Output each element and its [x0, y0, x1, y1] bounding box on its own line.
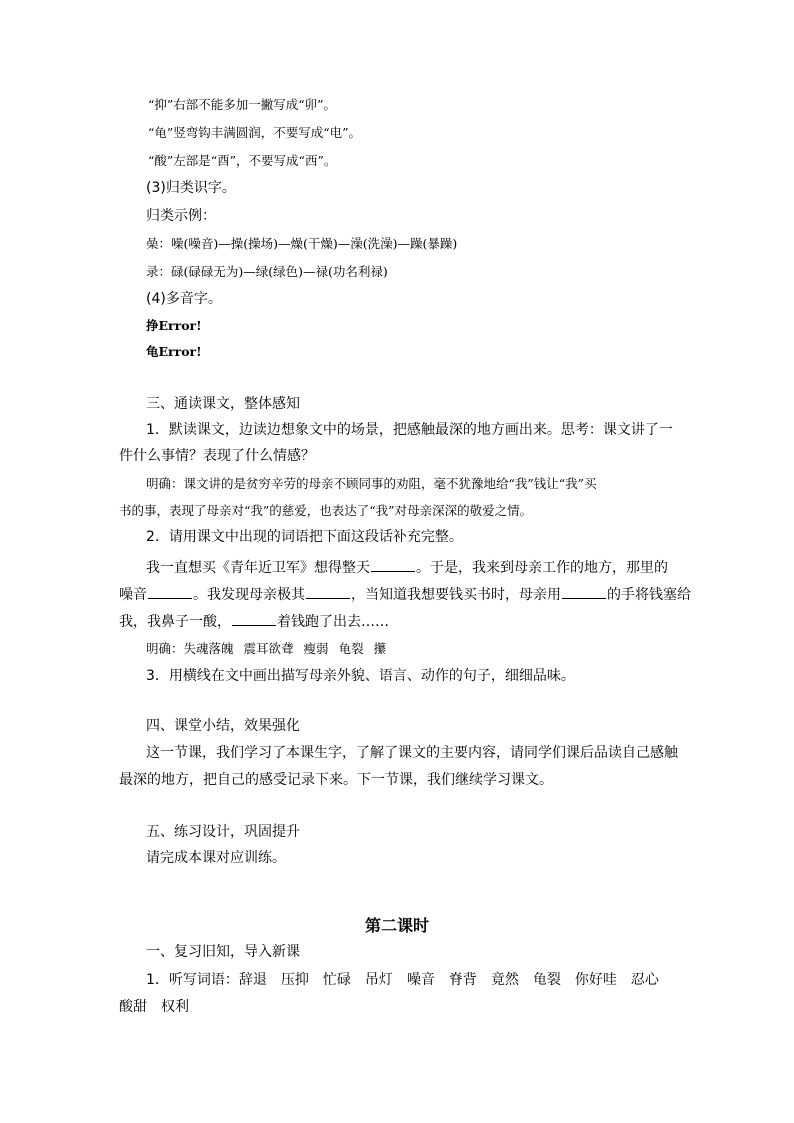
polyphone-gui: 龟Error!: [146, 344, 202, 359]
note-yi: “抑”右部不能多加一撇写成“卯”。: [148, 97, 337, 112]
question-1-line2: 件什么事情？表现了什么情感？: [119, 448, 315, 464]
fill-blank-1[interactable]: [371, 557, 415, 572]
fill-text: 的手将钱塞给: [607, 587, 691, 603]
fill-paragraph-line1: [146, 557, 668, 577]
answer-1-line2: 书的事，表现了母亲对“我”的慈爱，也表达了“我”对母亲深深的敬爱之情。: [119, 503, 533, 518]
summary-line1: 这一节课，我们学习了本课生字，了解了课文的主要内容，请同学们课后品读自己感触: [146, 745, 678, 761]
fill-blank-3[interactable]: [306, 584, 350, 599]
lesson-2-title: 第二课时: [364, 916, 429, 935]
fill-text: ，当知道我想要钱买书时，母亲用: [351, 587, 561, 603]
question-3: 3．用横线在文中画出描写母亲外貌、语言、动作的句子，细细品味。: [146, 668, 575, 684]
fill-blank-2[interactable]: [148, 584, 192, 599]
fill-text: 噪音: [119, 587, 147, 603]
fill-text: 着钱跑了出去……: [277, 614, 389, 630]
answer-word: 龟裂: [338, 641, 364, 656]
dictation-line2: 酸甜 权利: [119, 999, 189, 1015]
section-5-heading: 五、练习设计，巩固提升: [146, 824, 300, 840]
heading-classify: (3)归类识字。: [146, 180, 236, 196]
note-suan: “酸”左部是“酉”，不要写成“西”。: [148, 153, 337, 168]
section-4-heading: 四、课堂小结，效果强化: [146, 718, 300, 734]
fill-text: 。于是，我来到母亲工作的地方，那里的: [416, 560, 668, 576]
example-lu: 录：碌(碌碌无为)—绿(绿色)—禄(功名利禄): [146, 264, 388, 279]
label-example: 归类示例：: [146, 208, 216, 224]
fill-text: 。我发现母亲极其: [193, 587, 305, 603]
answer-2-prefix: 明确：: [146, 641, 184, 656]
fill-text: 我一直想买《青年近卫军》想得整天: [146, 560, 370, 576]
answer-word: 失魂落魄: [183, 641, 234, 656]
fill-blank-4[interactable]: [562, 584, 606, 599]
answer-word: 攥: [373, 641, 387, 656]
fill-blank-5[interactable]: [232, 611, 276, 626]
fill-paragraph-line3: [119, 611, 389, 631]
polyphone-zheng: 挣Error!: [146, 318, 202, 333]
dictation-line1: 1．听写词语：辞退 压抑 忙碌 吊灯 噪音 脊背 竟然 龟裂 你好哇 忍心: [146, 972, 659, 988]
answer-word: 瘦弱: [303, 641, 329, 656]
fill-text: 我，我鼻子一酸，: [119, 614, 231, 630]
answer-2: [146, 640, 386, 658]
heading-polyphone: (4)多音字。: [146, 291, 222, 307]
example-zao: 喿：噪(噪音)—操(操场)—燥(干燥)—澡(洗澡)—躁(暴躁): [146, 236, 458, 251]
answer-word: 震耳欲聋: [243, 641, 294, 656]
section-3-heading: 三、通读课文，整体感知: [146, 396, 300, 412]
question-1-line1: 1．默读课文，边读边想象文中的场景，把感触最深的地方画出来。思考：课文讲了一: [146, 422, 673, 438]
exercise-line: 请完成本课对应训练。: [146, 850, 286, 866]
fill-paragraph-line2: [119, 584, 691, 604]
note-gui: “龟”竖弯钩丰满圆润，不要写成“电”。: [148, 125, 362, 140]
question-2: 2．请用课文中出现的词语把下面这段话补充完整。: [146, 529, 463, 545]
lesson-2-section-1: 一、复习旧知，导入新课: [146, 944, 300, 960]
answer-1-line1: 明确：课文讲的是贫穷辛劳的母亲不顾同事的劝阻，毫不犹豫地给“我”钱让“我”买: [146, 476, 597, 491]
summary-line2: 最深的地方，把自己的感受记录下来。下一节课，我们继续学习课文。: [119, 772, 553, 788]
